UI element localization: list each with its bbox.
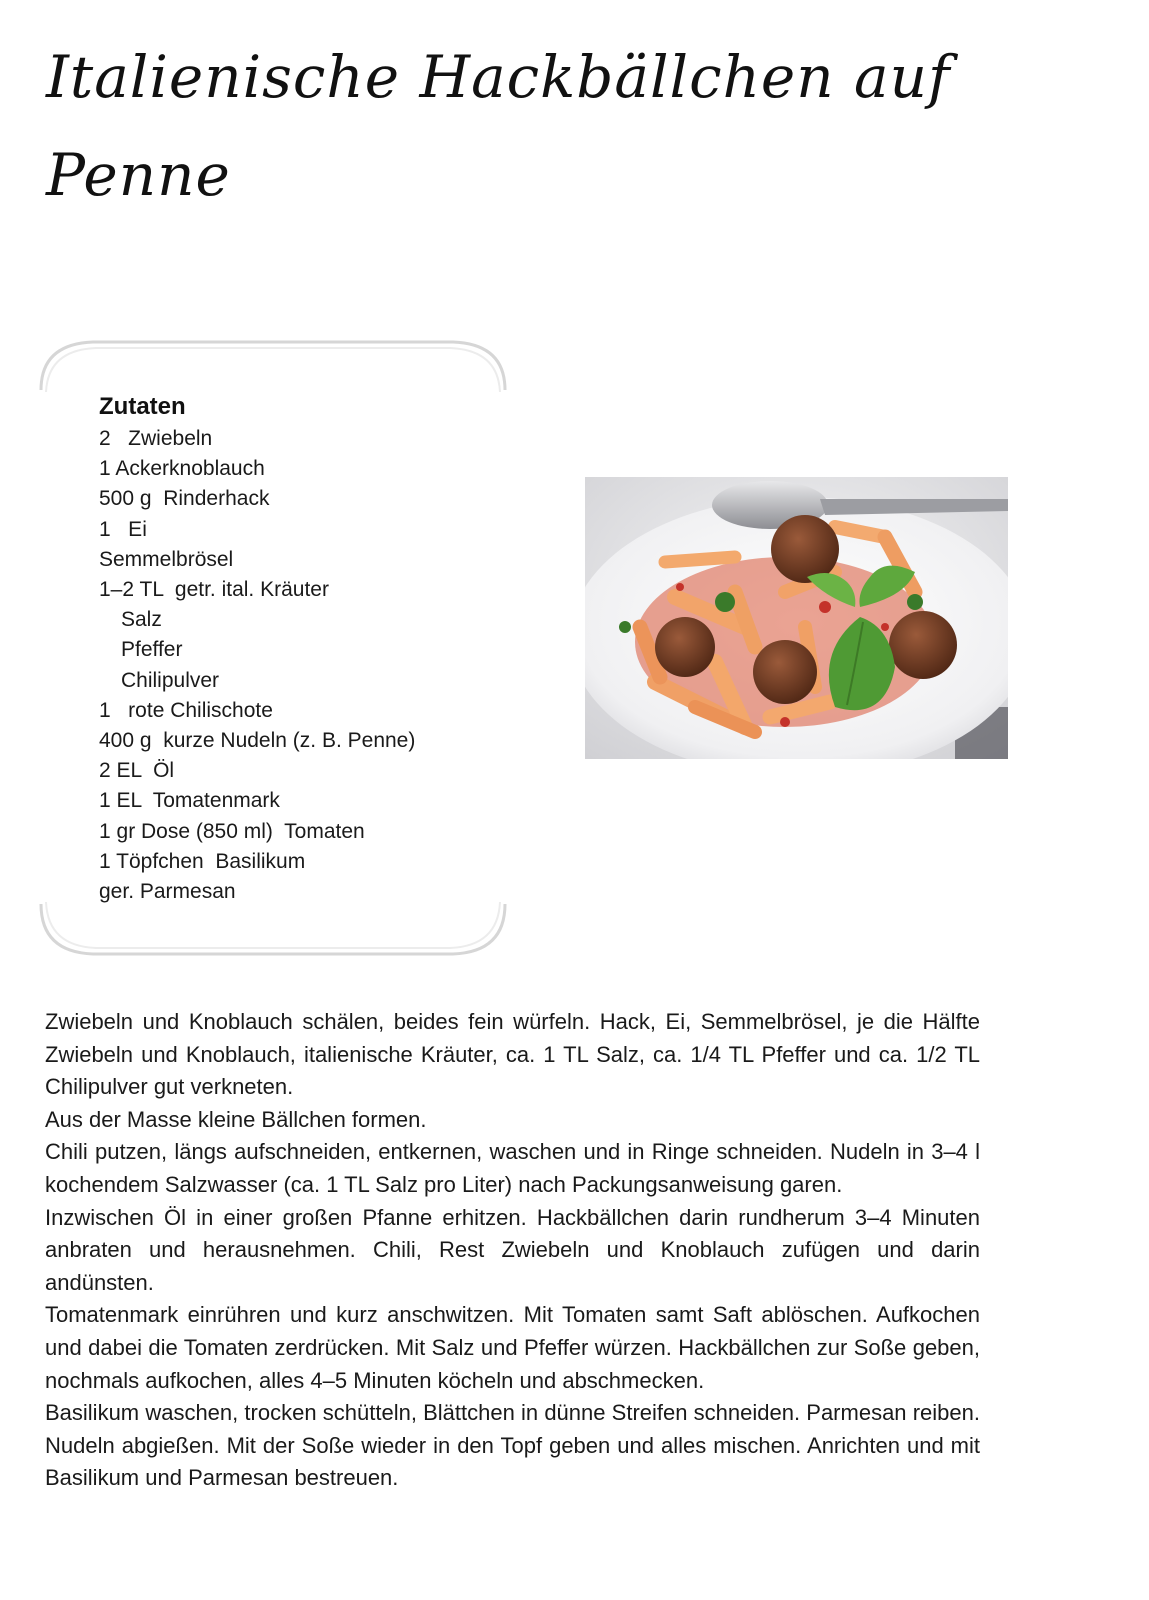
ingredient-item: 1 EL Tomatenmark [99,789,280,813]
ingredients-heading: Zutaten [99,393,186,420]
instruction-step: Zwiebeln und Knoblauch schälen, beides fein würfeln. Hack, Ei, Semmelbrösel, je die Hälfte Zwiebeln und Knoblauch, italienische Kräuter, ca. 1 TL Salz, ca. 1/4 TL Pfeffer und ca. 1/2 TL Chilipulver gut verkneten. [45,1009,980,1100]
ingredient-item: 500 g Rinderhack [99,487,270,511]
ingredients-content [99,390,499,907]
ingredients-card [38,338,508,958]
ingredient-item: Semmelbrösel [99,547,234,571]
ingredient-item: 1 Töpfchen Basilikum [99,849,306,873]
ingredient-item: Chilipulver [121,668,220,692]
pasta-meatballs-photo [585,477,1008,759]
ingredient-item: 1 Ei [99,517,147,541]
ingredient-item: 1 Ackerknoblauch [99,457,265,481]
instruction-step: Basilikum waschen, trocken schütteln, Blättchen in dünne Streifen schneiden. Parmesan reiben. Nudeln abgießen. Mit der Soße wieder in den Topf geben und alles mischen. Anrichten und mit Basilikum und Parmesan bestreuen. [45,1400,980,1491]
instruction-step: Aus der Masse kleine Bällchen formen. [45,1106,427,1132]
ingredient-item: 2 EL Öl [99,759,175,783]
ingredient-item: 1–2 TL getr. ital. Kräuter [99,578,329,602]
instruction-step: Chili putzen, längs aufschneiden, entkernen, waschen und in Ringe schneiden. Nudeln in 3–4 l kochendem Salzwasser (ca. 1 TL Salz pro Liter) nach Packungsanweisung garen. [45,1139,980,1197]
recipe-title: Italienische Hackbällchen auf Penne [46,43,951,209]
ingredients-list [99,424,499,907]
ingredient-item: Pfeffer [121,638,183,662]
dish-illustration [585,477,1008,759]
ingredient-item: 1 gr Dose (850 ml) Tomaten [99,819,365,843]
instruction-step: Inzwischen Öl in einer großen Pfanne erhitzen. Hackbällchen darin rundherum 3–4 Minuten anbraten und herausnehmen. Chili, Rest Zwiebeln und Knoblauch zufügen und darin andünsten. [45,1204,980,1295]
ingredient-item: 400 g kurze Nudeln (z. B. Penne) [99,729,416,753]
ingredient-item: ger. Parmesan [99,880,236,904]
ingredient-item: 2 Zwiebeln [99,427,213,450]
instruction-step: Tomatenmark einrühren und kurz anschwitzen. Mit Tomaten samt Saft ablöschen. Aufkochen und dabei die Tomaten zerdrücken. Mit Salz und Pfeffer würzen. Hackbällchen zur Soße geben, nochmals aufkochen, alles 4–5 Minuten köcheln und abschmecken. [45,1302,980,1393]
instructions-text [45,1006,980,1495]
ingredient-item: Salz [121,608,162,632]
ingredient-item: 1 rote Chilischote [99,698,273,722]
